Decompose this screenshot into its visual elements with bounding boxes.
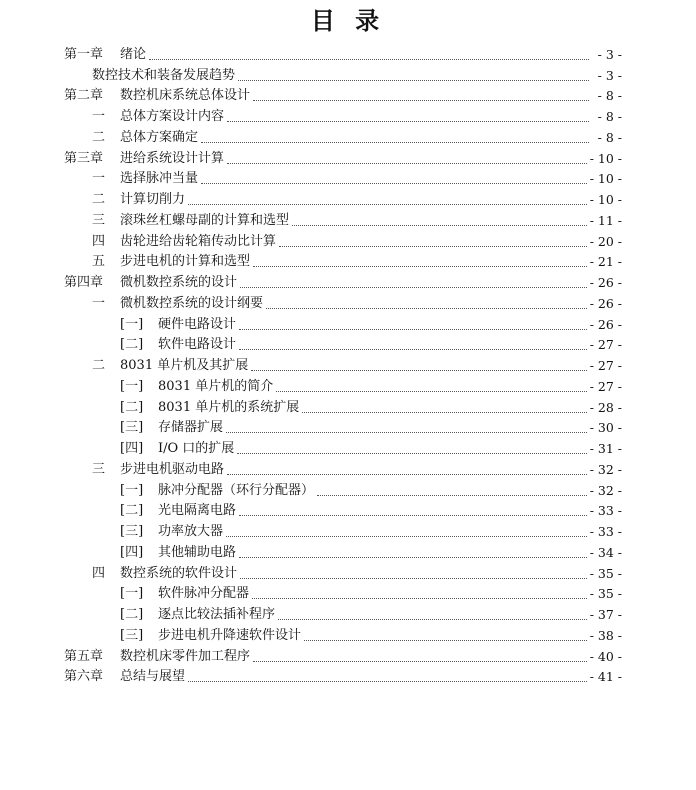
toc-dot-leader [317,494,587,496]
toc-entry-page: - 3 - [597,67,622,83]
toc-entry-number: 二 [92,358,106,373]
toc-entry-page: - 30 - [589,420,622,436]
toc-entry[interactable] [64,84,622,105]
toc-entry-text: 步进电机升降速软件设计 [158,627,302,643]
toc-dot-leader [227,473,587,475]
toc-entry-page: - 26 - [589,316,622,332]
toc-dot-leader [237,452,586,454]
toc-entry-heading [64,545,236,561]
toc-entry-text: 计算切削力 [120,192,186,207]
toc-entry-page: - 35 - [589,565,622,581]
toc-dot-leader [239,328,587,330]
toc-entry-number: [一] [120,482,144,498]
toc-entry-number: [二] [120,503,144,519]
toc-entry-text: 软件脉冲分配器 [158,586,250,602]
toc-entry-number: 第二章 [64,88,104,104]
toc-entry-number: 四 [92,565,106,581]
toc-dot-leader [251,369,586,371]
toc-entry[interactable] [64,353,622,374]
toc-entry-page: - 26 - [589,275,622,290]
toc-entry-text: 逐点比较法插补程序 [158,607,276,622]
toc-entry-number: [二] [120,337,144,353]
toc-dot-leader [239,556,587,558]
toc-entry[interactable] [64,478,622,499]
toc-dot-leader [302,411,586,413]
toc-entry-heading [64,130,198,146]
toc-entry-heading [64,628,301,644]
toc-entry-page: - 3 - [597,46,622,62]
toc-entry-heading [64,503,236,519]
toc-entry-page: - 8 - [597,109,622,124]
toc-dot-leader [240,577,587,579]
toc-entry-text: 滚珠丝杠螺母副的计算和选型 [120,212,290,228]
toc-entry-number: 第一章 [64,46,104,62]
toc-entry-number: [一] [120,316,144,332]
toc-entry-text: 数控技术和装备发展趋势 [92,67,236,83]
toc-dot-leader [238,79,589,81]
toc-entry-text: 8031 单片机的简介 [158,378,274,394]
toc-entry-page: - 33 - [589,503,622,519]
toc-entry[interactable] [64,374,622,395]
toc-entry-text: 光电隔离电路 [158,503,237,519]
toc-entry-page: - 10 - [589,171,622,187]
toc-entry-number: 三 [92,212,106,228]
toc-entry-text: 总体方案确定 [120,129,199,145]
toc-entry-text: 总结与展望 [120,669,186,685]
toc-entry[interactable] [64,146,622,167]
toc-entry[interactable] [64,291,622,312]
toc-entry[interactable] [64,42,622,63]
toc-entry[interactable] [64,623,622,644]
toc-dot-leader [253,265,587,267]
toc-dot-leader [292,224,587,226]
toc-entry-number: 二 [92,129,106,145]
toc-entry-page: - 31 - [589,441,622,456]
toc-dot-leader [188,680,587,682]
toc-dot-leader [304,639,587,641]
toc-entry-page: - 37 - [589,607,622,622]
toc-entry[interactable] [64,540,622,561]
table-of-contents [64,42,622,685]
toc-entry-number: 一 [92,171,106,187]
toc-entry-number: 第六章 [64,669,104,685]
toc-entry[interactable] [64,229,622,250]
toc-entry-heading [64,379,273,395]
toc-entry[interactable] [64,436,622,457]
toc-entry-page: - 32 - [589,482,622,498]
toc-entry[interactable] [64,582,622,603]
toc-entry-number: 第四章 [64,275,104,290]
toc-entry-number: [三] [120,420,144,436]
toc-entry[interactable] [64,644,622,665]
toc-entry[interactable] [64,395,622,416]
toc-entry-heading [64,337,236,353]
toc-entry-heading [64,192,185,208]
toc-entry-text: 软件电路设计 [158,337,237,353]
toc-entry-page: - 11 - [589,212,622,228]
toc-entry-text: 8031 单片机及其扩展 [120,358,249,373]
toc-entry-page: - 10 - [589,192,622,207]
toc-entry-heading [64,524,223,540]
toc-entry-page: - 32 - [589,461,622,477]
toc-entry[interactable] [64,167,622,188]
toc-dot-leader [278,618,587,620]
toc-dot-leader [227,120,589,122]
toc-entry-number: 第五章 [64,648,104,664]
toc-entry[interactable] [64,187,622,208]
toc-entry-heading [64,358,248,374]
toc-entry-text: 绪论 [120,46,147,62]
toc-entry-number: 五 [92,254,106,270]
toc-entry-heading [64,151,224,167]
toc-entry-number: [一] [120,586,144,602]
toc-entry[interactable] [64,519,622,540]
toc-entry-page: - 10 - [589,150,622,166]
toc-entry-text: 微机数控系统的设计 [120,275,238,290]
toc-entry[interactable] [64,63,622,84]
toc-dot-leader [239,348,587,350]
toc-dot-leader [149,58,589,60]
toc-dot-leader [227,162,587,164]
toc-entry-text: 数控系统的软件设计 [120,565,238,581]
toc-dot-leader [240,286,587,288]
toc-entry-text: 总体方案设计内容 [120,109,225,124]
toc-dot-leader [226,535,587,537]
toc-entry-text: 数控机床零件加工程序 [120,648,251,664]
toc-entry-text: 功率放大器 [158,524,224,539]
toc-entry-heading [64,109,224,125]
toc-entry-text: 步进电机驱动电路 [120,461,225,477]
toc-entry-text: 其他辅助电路 [158,544,237,560]
toc-entry-heading [64,296,263,312]
toc-entry-text: 8031 单片机的系统扩展 [158,399,300,415]
toc-entry-heading [64,566,237,582]
toc-entry-page: - 8 - [597,88,622,104]
toc-entry-page: - 35 - [589,586,622,602]
toc-title: 目 录 [310,6,386,35]
toc-entry[interactable] [64,416,622,437]
toc-entry-page: - 28 - [589,399,622,415]
toc-entry-heading [64,400,299,416]
toc-entry-heading [64,213,289,229]
toc-entry[interactable] [64,125,622,146]
toc-entry-page: - 41 - [589,669,622,685]
toc-entry[interactable] [64,104,622,125]
toc-entry[interactable] [64,602,622,623]
toc-entry-page: - 38 - [589,627,622,643]
toc-entry-page: - 8 - [597,129,622,145]
toc-entry-heading [64,234,276,250]
toc-entry-page: - 20 - [589,233,622,249]
toc-entry-text: 选择脉冲当量 [120,171,199,187]
toc-entry-number: 第三章 [64,150,104,166]
toc-entry-page: - 34 - [589,544,622,560]
toc-entry[interactable] [64,333,622,354]
toc-entry-number: 一 [92,109,106,124]
toc-entry-heading [64,68,235,84]
toc-entry-heading [64,275,237,291]
toc-entry[interactable] [64,665,622,686]
toc-entry-text: 硬件电路设计 [158,316,237,332]
toc-entry-heading [64,649,250,665]
toc-dot-leader [253,660,587,662]
toc-entry-text: 齿轮进给齿轮箱传动比计算 [120,233,277,249]
toc-dot-leader [188,203,587,205]
toc-dot-leader [226,431,587,433]
toc-entry-number: [三] [120,627,144,643]
toc-entry[interactable] [64,312,622,333]
toc-entry-number: 一 [92,295,106,311]
toc-entry-page: - 33 - [589,524,622,539]
toc-entry-heading [64,669,185,685]
toc-entry-heading [64,441,234,457]
toc-entry[interactable] [64,499,622,520]
toc-entry-page: - 27 - [589,358,622,373]
toc-entry-text: 存储器扩展 [158,420,224,436]
toc-entry[interactable] [64,457,622,478]
toc-entry-text: 数控机床系统总体设计 [120,88,251,104]
toc-entry-number: [三] [120,524,144,539]
toc-entry-number: [四] [120,441,144,456]
toc-entry-heading [64,88,250,104]
toc-entry-heading [64,254,250,270]
toc-entry-page: - 21 - [589,254,622,270]
toc-entry-number: 三 [92,461,106,477]
toc-entry-heading [64,607,275,623]
toc-entry-text: 脉冲分配器（环行分配器） [158,482,315,498]
toc-dot-leader [279,245,587,247]
toc-entry[interactable] [64,208,622,229]
toc-entry-text: 进给系统设计计算 [120,150,225,166]
toc-entry-number: [四] [120,544,144,560]
toc-entry[interactable] [64,250,622,271]
toc-entry-number: 二 [92,192,106,207]
toc-entry[interactable] [64,561,622,582]
toc-entry-number: [一] [120,378,144,394]
toc-entry-heading [64,586,249,602]
toc-entry[interactable] [64,270,622,291]
toc-entry-text: 步进电机的计算和选型 [120,254,251,270]
toc-entry-heading [64,420,223,436]
toc-entry-text: I/O 口的扩展 [158,441,235,456]
toc-dot-leader [201,182,587,184]
toc-dot-leader [201,141,589,143]
toc-entry-page: - 27 - [589,337,622,353]
toc-entry-heading [64,317,236,333]
toc-entry-number: 四 [92,233,106,249]
toc-entry-number: [二] [120,607,144,622]
toc-entry-heading [64,171,198,187]
toc-entry-heading [64,483,314,499]
toc-dot-leader [253,99,589,101]
toc-entry-heading [64,462,224,478]
toc-dot-leader [239,514,587,516]
toc-entry-page: - 40 - [589,648,622,664]
toc-entry-text: 微机数控系统的设计纲要 [120,295,264,311]
toc-entry-page: - 27 - [589,378,622,394]
toc-entry-number: [二] [120,399,144,415]
toc-entry-page: - 26 - [589,295,622,311]
toc-dot-leader [266,307,587,309]
toc-dot-leader [252,597,587,599]
toc-entry-heading [64,47,146,63]
toc-dot-leader [276,390,586,392]
